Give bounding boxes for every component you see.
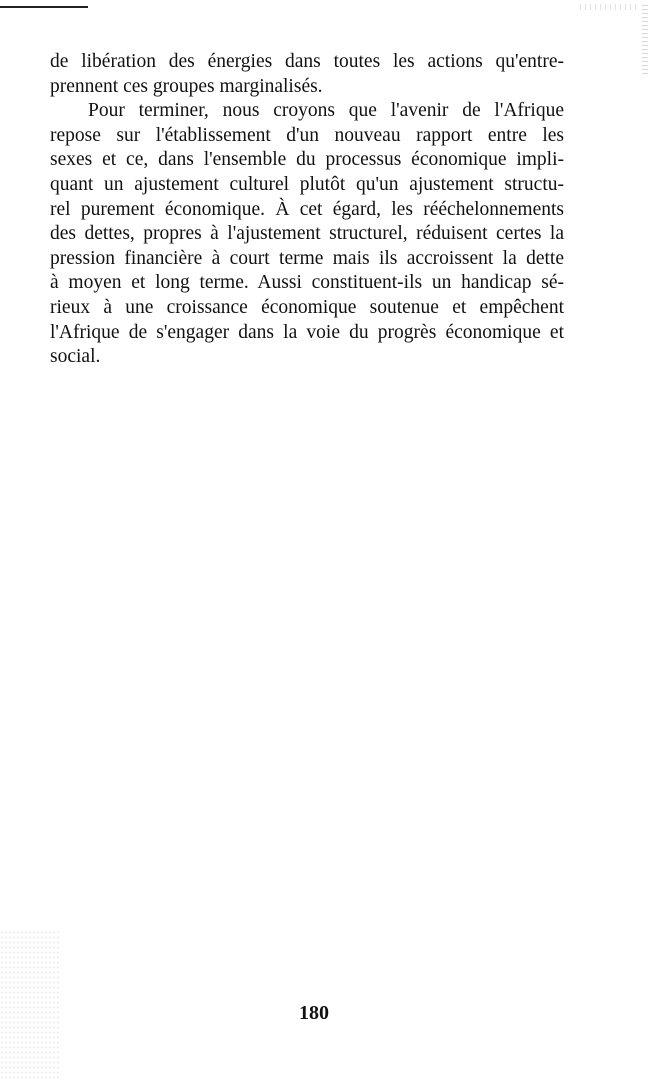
text-line: des dettes, propres à l'ajustement structurel, réduisent certes la: [50, 223, 564, 245]
scan-artifact-top: [580, 4, 640, 10]
scan-artifact-right: [642, 4, 648, 74]
text-line: l'Afrique de s'engager dans la voie du progrès économique et: [50, 321, 564, 343]
text-line: Pour terminer, nous croyons que l'avenir de l'Afrique: [88, 100, 564, 122]
text-line: de libération des énergies dans toutes les actions qu'entre-: [50, 51, 564, 72]
paragraph-conclusion: [50, 99, 564, 370]
paragraph-continuation: [50, 50, 564, 99]
text-line: repose sur l'établissement d'un nouveau rapport entre les: [50, 124, 564, 146]
text-line: quant un ajustement culturel plutôt qu'un ajustement structu-: [50, 173, 564, 195]
text-line: rieux à une croissance économique soutenue et empêchent: [50, 296, 564, 318]
text-line: prennent ces groupes marginalisés.: [50, 75, 323, 97]
text-line: social.: [50, 346, 101, 368]
page-number: 180: [299, 1002, 329, 1024]
body-text: [50, 50, 564, 370]
text-line: rel purement économique. À cet égard, les rééchelonnements: [50, 198, 564, 220]
text-line: à moyen et long terme. Aussi constituent-ils un handicap sé-: [50, 272, 564, 294]
text-line: sexes et ce, dans l'ensemble du processus économique impli-: [50, 149, 564, 171]
text-line: pression financière à court terme mais ils accroissent la dette: [50, 247, 564, 269]
top-rule: [0, 6, 88, 8]
